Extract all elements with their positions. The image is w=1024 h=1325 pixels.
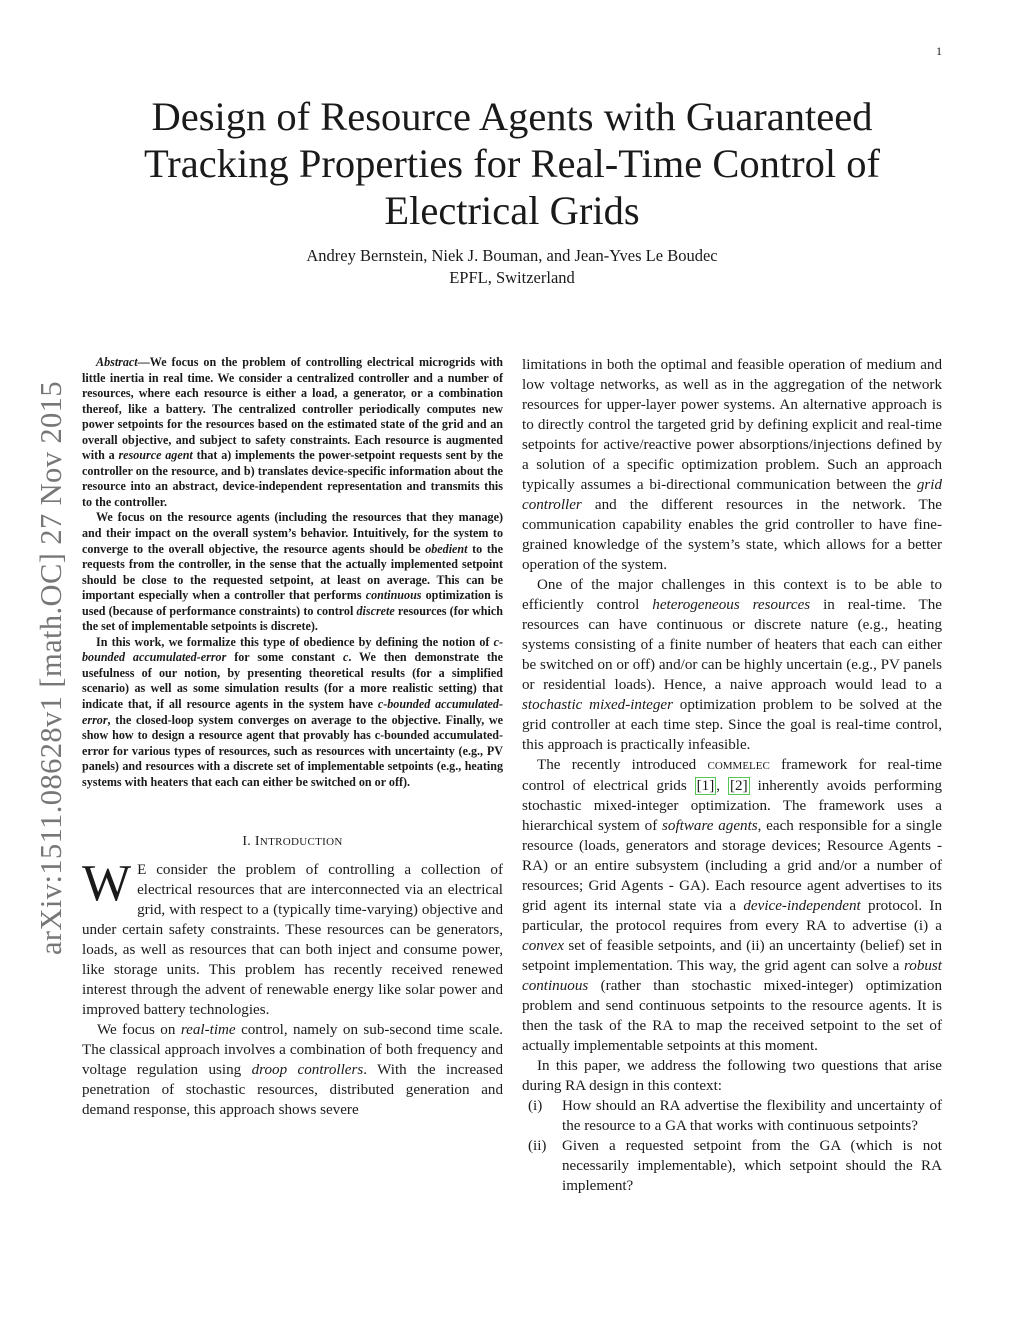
abstract-paragraph-2: We focus on the resource agents (including the resources that they manage) and their impact on the overall system’s behavior. Intuitively, for the system to converge to the overall objective, the resource agents should be obedient to the requests from the controller, in the sense that the actually implemented setpoint should be close to the requested setpoint, at least on average. This can be important especially when a controller that performs continuous optimization is used (because of performance constraints) to control discrete resources (for which the set of implementable setpoints is discrete). [82,510,503,634]
citation-link-2[interactable]: [2] [730,778,748,794]
paper-authors: Andrey Bernstein, Niek J. Bouman, and Jean-Yves Le Boudec [306,246,718,265]
abstract-paragraph-1: Abstract—We focus on the problem of controlling electrical microgrids with little inertia in real time. We consider a centralized controller and a number of resources, where each resource is either a load, a generator, or a combination thereof, like a battery. The centralized controller periodically computes new power setpoints for the resources based on the estimated state of the grid and an overall objective, and subject to safety constraints. Each resource is augmented with a resource agent that a) implements the power-setpoint requests sent by the controller on the resource, and b) translates device-specific information about the resource into an abstract, device-independent representation and transmits this to the controller. [82,355,503,509]
right-paragraph-3: The recently introduced COMMELEC framework for real-time control of electrical grids [1] , [2] inherently avoids performing stochastic mixed-integer optimization. The framework uses a hierarchical system of software agents, each responsible for a single resource (loads, generators and storage devices; Resource Agents - RA) or an entire subsystem (including a grid and/or a number of resources; Grid Agents - GA). Each resource agent advertises to its grid agent its internal state via a device-independent protocol. In particular, the protocol requires from every RA to advertise (i) a convex set of feasible setpoints, and (ii) an uncertainty (belief) set in setpoint implementation. This way, the grid agent can solve a robust continuous (rather than stochastic mixed-integer) optimization problem and send continuous setpoints to the resource agents. It is then the task of the RA to map the received setpoint to the set of actually implementable setpoints at this moment. [522,757,942,1054]
section-heading-introduction: I. INTRODUCTION [242,834,343,850]
right-paragraph-4: In this paper, we address the following two questions that arise during RA design in this context: [522,1058,942,1094]
question-list [522,1096,942,1196]
arxiv-identifier-stamp: arXiv:1511.08628v1 [math.OC] 27 Nov 2015 [34,381,68,955]
intro-paragraph-1: W E consider the problem of controlling a collection of electrical resources that are interconnected via an electrical grid, with respect to a (typically time-varying) objective and under certain safety constraints. These resources can be generators, loads, as well as resources that can both inject and consume power, like storage units. This problem has recently received renewed interest through the advent of renewable energy like solar power and improved battery technologies. [82,855,503,1019]
author-affiliation: EPFL, Switzerland [449,268,575,287]
paper-title: Design of Resource Agents with Guaranteed Tracking Properties for Real-Time Control of Electrical Grids [143,94,881,233]
abstract-label: Abstract [96,355,138,369]
abstract-paragraph-3: In this work, we formalize this type of obedience by defining the notion of c-bounded accumulated-error for some constant c. We then demonstrate the usefulness of our notion, by presenting theoretical results (for a simplified scenario) as well as some simulation results (for a more realistic setting) that indicate that, if all resource agents in the system have c-bounded accumulated-error, the closed-loop system converges on average to the objective. Finally, we show how to design a resource agent that provably has c-bounded accumulated-error for various types of resources, such as resources with uncertainty (e.g., PV panels) and resources with a discrete set of implementable setpoints (e.g., heating systems with heaters that each can either be switched on or off). [82,634,503,789]
left-column [82,355,503,1120]
intro-paragraph-2: We focus on real-time control, namely on sub-second time scale. The classical approach involves a combination of both frequency and voltage regulation using droop controllers. With the increased penetration of stochastic resources, distributed generation and demand response, this approach shows severe [82,1022,503,1119]
citation-link-1[interactable]: [1] [696,778,715,794]
right-paragraph-1: limitations in both the optimal and feasible operation of medium and low voltage networks, as well as in the aggregation of the network resources for upper-layer power systems. An alternative approach is to directly control the targeted grid by defining explicit and real-time setpoints for active/reactive power absorptions/injections defined by a solution of a specific optimization problem. Such an approach typically assumes a bi-directional communication between the grid controller and the different resources in the network. The communication capability enables the grid controller to have fine-grained knowledge of the system’s state, which allows for a better operation of the system. [522,357,942,573]
abstract [82,355,503,790]
page-number: 1 [936,44,942,58]
right-paragraph-2: One of the major challenges in this context is to be able to efficiently control heterogeneous resources in real-time. The resources can have continuous or discrete nature (e.g., heating systems consisting of a finite number of heaters that each can either be switched on or off) and/or can be highly uncertain (e.g., PV panels or residential loads). Hence, a naive approach would lead to a stochastic mixed-integer optimization problem to be solved at the grid controller at each time step. Since the goal is real-time control, this approach is practically infeasible. [522,577,943,753]
question-item-1: (i) How should an RA advertise the flexibility and uncertainty of the resource to a GA that works with continuous setpoints? [528,1098,942,1134]
introduction-body [82,855,503,1120]
drop-cap: W [82,855,132,913]
question-item-2: (ii) Given a requested setpoint from the GA (which is not necessarily implementable), which setpoint should the RA implement? [528,1138,942,1194]
right-column [522,355,942,1196]
